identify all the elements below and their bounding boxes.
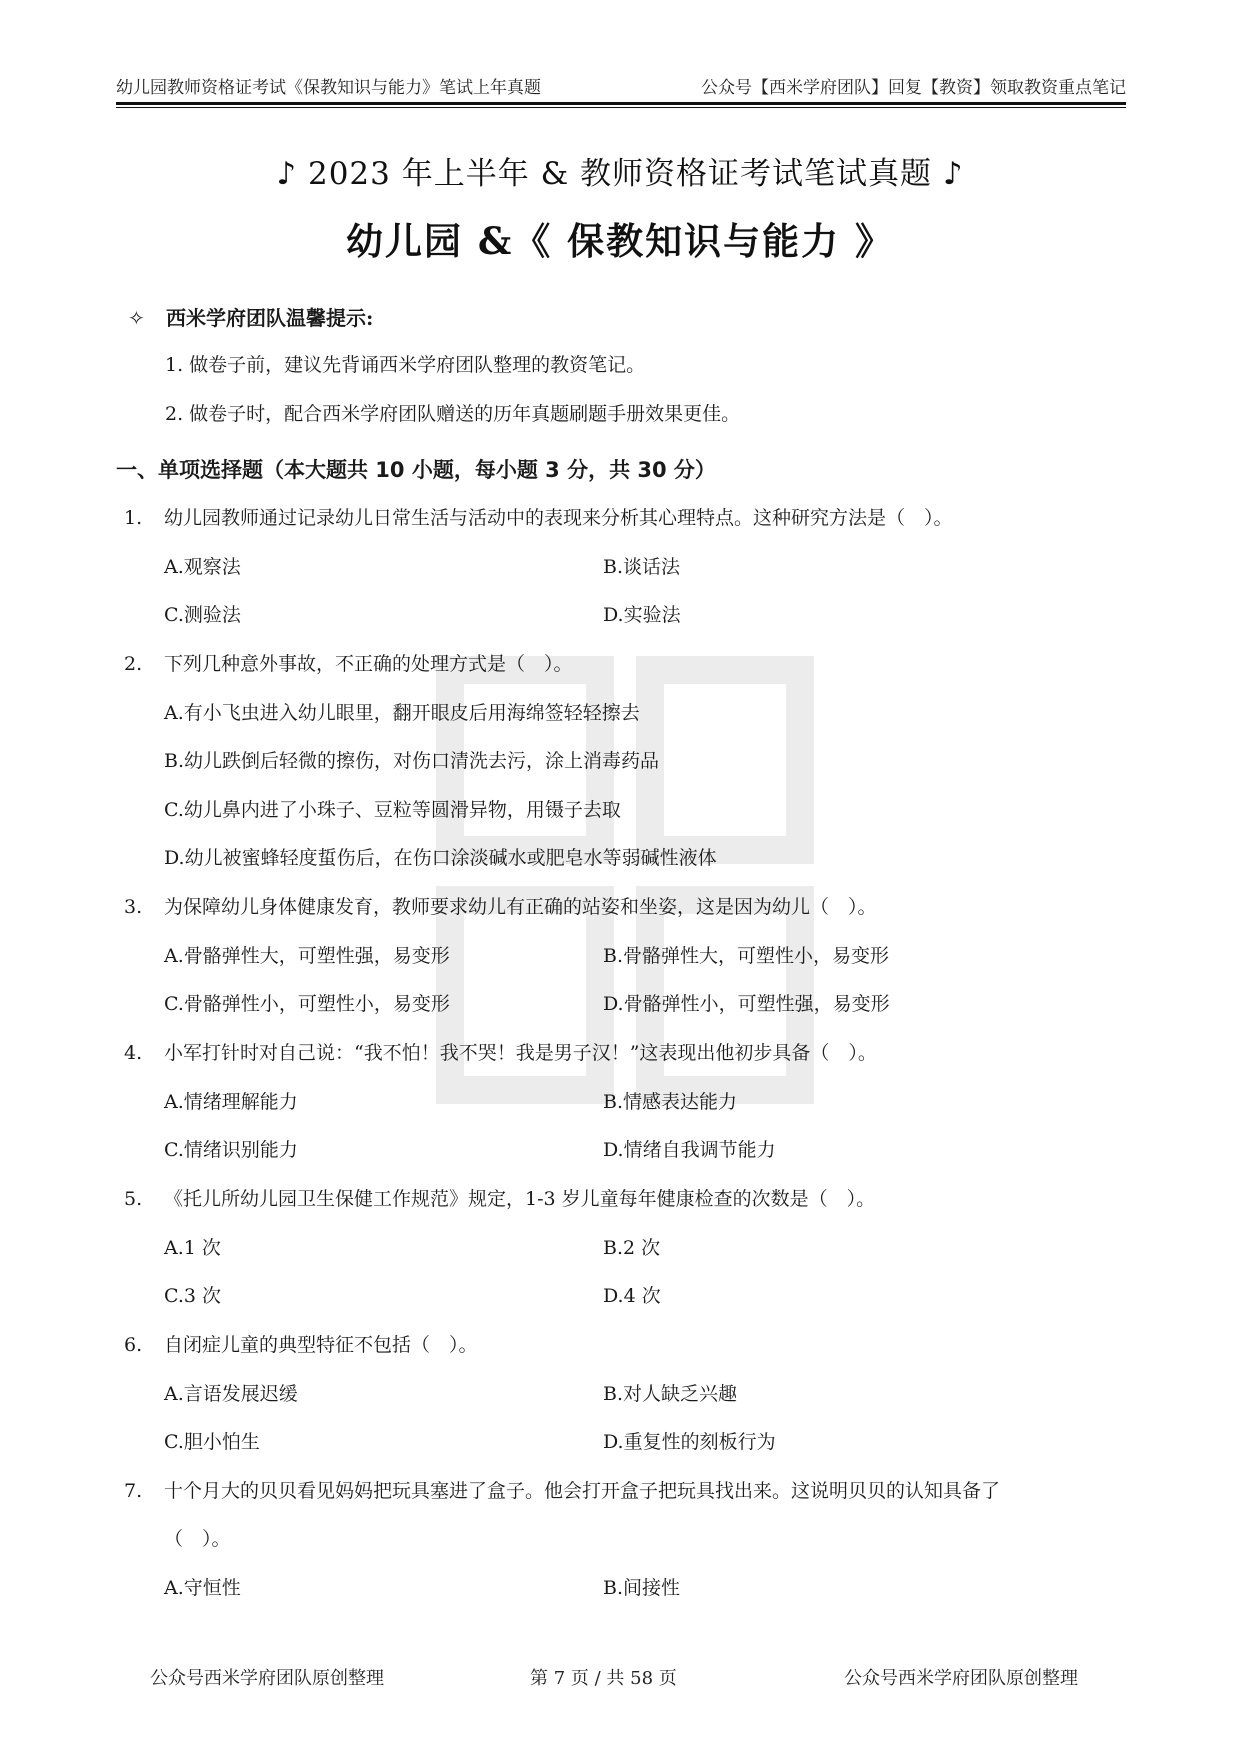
question-number: 7.: [124, 1480, 143, 1502]
option-a: A.骨骼弹性大，可塑性强，易变形: [164, 945, 450, 967]
option-d: D.骨骼弹性小，可塑性强，易变形: [603, 993, 890, 1015]
option-b: B.谈话法: [603, 556, 681, 578]
header-rule: [116, 102, 1126, 105]
question: [124, 503, 953, 530]
option-b: B.2 次: [603, 1237, 661, 1259]
option-d: D.幼儿被蜜蜂轻度蜇伤后，在伤口涂淡碱水或肥皂水等弱碱性液体: [164, 847, 717, 869]
question-number: 1.: [124, 507, 143, 529]
option-d: D.4 次: [603, 1285, 661, 1307]
question: [124, 892, 877, 919]
question-text: 为保障幼儿身体健康发育，教师要求幼儿有正确的站姿和坐姿，这是因为幼儿（ ）。: [164, 896, 877, 918]
option-d: D.实验法: [603, 604, 681, 626]
option-a: A.言语发展迟缓: [164, 1383, 298, 1405]
question: [124, 649, 573, 676]
option-b: B.幼儿跌倒后轻微的擦伤，对伤口清洗去污，涂上消毒药品: [164, 750, 660, 772]
option-c: C.3 次: [164, 1285, 222, 1307]
question-text: 《托儿所幼儿园卫生保健工作规范》规定，1-3 岁儿童每年健康检查的次数是（ ）。: [164, 1188, 876, 1210]
option-c: C.测验法: [164, 604, 241, 626]
notice-title: 西米学府团队温馨提示:: [166, 306, 374, 330]
header-right: 公众号【西米学府团队】回复【教资】领取教资重点笔记: [701, 77, 1126, 98]
option-b: B.情感表达能力: [603, 1091, 738, 1113]
exam-subject-title: 幼儿园 &《 保教知识与能力 》: [345, 219, 895, 263]
question-text: 自闭症儿童的典型特征不包括（ ）。: [164, 1334, 478, 1356]
question: [124, 1038, 877, 1065]
question-number: 5.: [124, 1188, 143, 1210]
option-b: B.间接性: [603, 1577, 681, 1599]
page-header: [116, 70, 1126, 100]
notice-item: 2. 做卷子时，配合西米学府团队赠送的历年真题刷题手册效果更佳。: [165, 403, 741, 425]
option-b: B.对人缺乏兴趣: [603, 1383, 738, 1405]
option-c: C.骨骼弹性小，可塑性小，易变形: [164, 993, 450, 1015]
section-title: 一、单项选择题（本大题共 10 小题，每小题 3 分，共 30 分）: [116, 458, 716, 482]
option-d: D.重复性的刻板行为: [603, 1431, 776, 1453]
option-c: C.情绪识别能力: [164, 1139, 298, 1161]
notice-heading: [128, 302, 373, 331]
sparkle-icon: ✧: [128, 306, 145, 330]
header-rule-thin: [116, 107, 1126, 108]
question-text-continued: （ ）。: [164, 1528, 231, 1550]
question: [124, 1184, 875, 1211]
option-b: B.骨骼弹性大，可塑性小，易变形: [603, 945, 890, 967]
question: [124, 1330, 478, 1357]
footer-right: 公众号西米学府团队原创整理: [844, 1668, 1078, 1689]
question-number: 2.: [124, 653, 143, 675]
option-a: A.情绪理解能力: [164, 1091, 298, 1113]
question-number: 6.: [124, 1334, 143, 1356]
option-d: D.情绪自我调节能力: [603, 1139, 776, 1161]
notice-item: 1. 做卷子前，建议先背诵西米学府团队整理的教资笔记。: [165, 354, 646, 376]
option-c: C.幼儿鼻内进了小珠子、豆粒等圆滑异物，用镊子去取: [164, 799, 621, 821]
question-number: 4.: [124, 1042, 143, 1064]
header-left: 幼儿园教师资格证考试《保教知识与能力》笔试上年真题: [116, 77, 541, 98]
option-a: A.守恒性: [164, 1577, 241, 1599]
question-text: 下列几种意外事故，不正确的处理方式是（ ）。: [164, 653, 573, 675]
question-text: 小军打针时对自己说：“我不怕！我不哭！我是男子汉！”这表现出他初步具备（ ）。: [164, 1042, 877, 1064]
exam-title: ♪ 2023 年上半年 & 教师资格证考试笔试真题 ♪: [276, 156, 964, 192]
question-text: 十个月大的贝贝看见妈妈把玩具塞进了盒子。他会打开盒子把玩具找出来。这说明贝贝的认知具备了: [164, 1480, 1001, 1502]
option-a: A.有小飞虫进入幼儿眼里，翻开眼皮后用海绵签轻轻擦去: [164, 702, 640, 724]
footer-left: 公众号西米学府团队原创整理: [150, 1668, 384, 1689]
option-c: C.胆小怕生: [164, 1431, 260, 1453]
option-a: A.观察法: [164, 556, 241, 578]
option-a: A.1 次: [164, 1237, 221, 1259]
question-number: 3.: [124, 896, 143, 918]
question: [124, 1476, 1000, 1503]
page-number: 第 7 页 / 共 58 页: [530, 1668, 677, 1689]
question-text: 幼儿园教师通过记录幼儿日常生活与活动中的表现来分析其心理特点。这种研究方法是（ ）。: [164, 507, 953, 529]
